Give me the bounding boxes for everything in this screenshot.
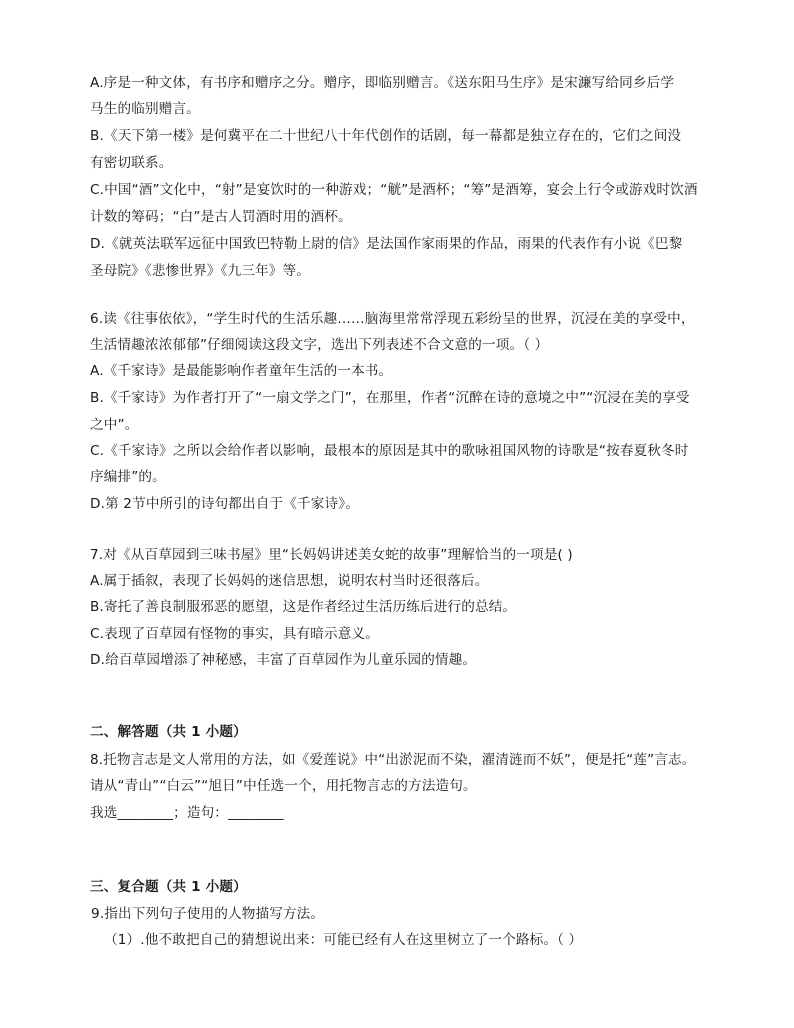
q9-item-1: （1）.他不敢把自己的猜想说出来：可能已经有人在这里树立了一个路标。（ ） bbox=[104, 932, 583, 948]
q6-stem-line2: 生活情趣浓浓郁郁”仔细阅读这段文字，选出下列表述不合文意的一项。（ ） bbox=[90, 337, 549, 353]
q6-option-c-line2: 序编排”的。 bbox=[90, 469, 166, 485]
q7-option-d: D.给百草园增添了神秘感，丰富了百草园作为儿童乐园的情趣。 bbox=[90, 652, 477, 668]
q5-option-d-line2: 圣母院》《悲惨世界》《九三年》等。 bbox=[90, 263, 311, 279]
q5-option-b-line1: B.《天下第一楼》是何冀平在二十世纪八十年代创作的话剧，每一幕都是独立存在的，它们之间没 bbox=[90, 128, 682, 144]
q8-choose-label: 我选 bbox=[90, 805, 118, 821]
q6-option-b-line1: B.《千家诗》为作者打开了“一扇文学之门”，在那里，作者“沉醉在诗的意境之中”“沉浸在美的享受 bbox=[90, 390, 690, 406]
q7-option-b: B.寄托了善良制服邪恶的愿望，这是作者经过生活历练后进行的总结。 bbox=[90, 599, 517, 615]
q8-stem-line1: 8.托物言志是文人常用的方法，如《爱莲说》中“出淤泥而不染，濯清涟而不妖”，便是托“莲”言志。 bbox=[90, 752, 696, 768]
section-2-heading: 二、解答题（共 1 小题） bbox=[90, 724, 247, 740]
q8-sentence-label: ；造句： bbox=[173, 805, 229, 821]
q5-option-c-line2: 计数的筹码；“白”是古人罚酒时用的酒杯。 bbox=[90, 209, 352, 225]
q8-sentence-blank[interactable]: ________ bbox=[228, 805, 284, 821]
q6-option-b-line2: 之中”。 bbox=[90, 417, 139, 433]
q9-stem: 9.指出下列句子使用的人物描写方法。 bbox=[91, 906, 325, 922]
q5-option-c-line1: C.中国“酒”文化中，“射”是宴饮时的一种游戏；“觥”是酒杯；“筹”是酒筹，宴会上行令或游戏时饮酒 bbox=[90, 182, 698, 198]
q7-option-a: A.属于插叙，表现了长妈妈的迷信思想，说明农村当时还很落后。 bbox=[90, 573, 489, 589]
q6-stem-line1: 6.读《往事依依》，“学生时代的生活乐趣……脑海里常常浮现五彩纷呈的世界，沉浸在美的享受中， bbox=[90, 311, 695, 327]
q5-option-d-line1: D.《就英法联军远征中国致巴特勒上尉的信》是法国作家雨果的作品，雨果的代表作有小说《巴黎 bbox=[90, 236, 683, 252]
section-3-heading: 三、复合题（共 1 小题） bbox=[90, 879, 247, 895]
q6-option-d: D.第 2节中所引的诗句都出自于《千家诗》。 bbox=[90, 496, 359, 512]
q8-choice-blank[interactable]: ________ bbox=[117, 805, 174, 821]
q7-stem: 7.对《从百草园到三味书屋》里“长妈妈讲述美女蛇的故事”理解恰当的一项是( ) bbox=[90, 547, 573, 563]
q7-option-c: C.表现了百草园有怪物的事实，具有暗示意义。 bbox=[90, 626, 379, 642]
q5-option-a-line1: A.序是一种文体，有书序和赠序之分。赠序，即临别赠言。《送东阳马生序》是宋濂写给同乡后学 bbox=[90, 75, 675, 91]
q8-stem-line2: 请从“青山”“白云”“旭日”中任选一个，用托物言志的方法造句。 bbox=[90, 778, 477, 794]
q8-answer-line bbox=[90, 804, 284, 822]
q5-option-b-line2: 有密切联系。 bbox=[90, 155, 173, 171]
q5-option-a-line2: 马生的临别赠言。 bbox=[90, 101, 200, 117]
q6-option-a: A.《千家诗》是最能影响作者童年生活的一本书。 bbox=[90, 363, 393, 379]
q6-option-c-line1: C.《千家诗》之所以会给作者以影响，最根本的原因是其中的歌咏祖国风物的诗歌是“按春夏秋冬时 bbox=[90, 443, 689, 459]
